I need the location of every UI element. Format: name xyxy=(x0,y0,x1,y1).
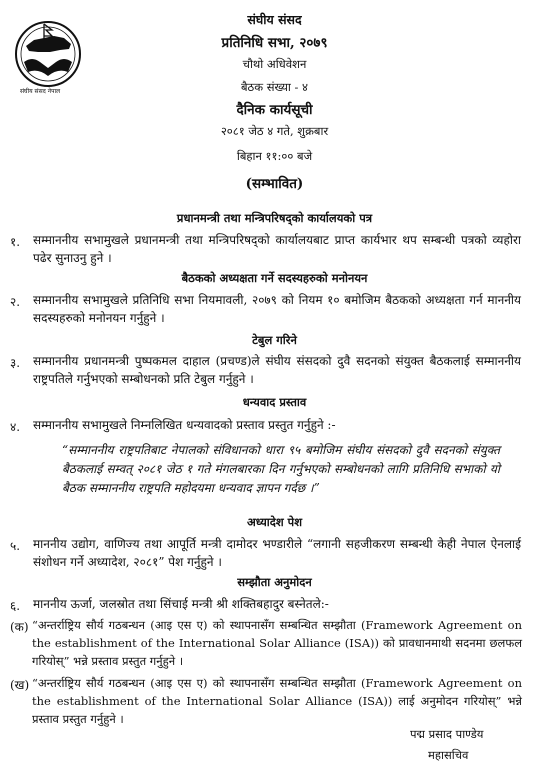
logo-caption: संघीय संसद नेपाल xyxy=(20,88,61,95)
item-number: ३. xyxy=(10,356,21,370)
agenda-time: बिहान ११:०० बजे xyxy=(236,149,313,163)
item-number: १. xyxy=(10,235,21,249)
item-number: ६. xyxy=(10,599,21,613)
section-heading: धन्यवाद प्रस्ताव xyxy=(242,395,307,409)
parliament-name: संघीय संसद xyxy=(247,12,302,27)
item-text: सम्माननीय सभामुखले प्रतिनिधि सभा नियमावली, २०७९ को नियम १० बमोजिम बैठकको अध्यक्षता गर्न माननीय सदस्यहरुको मनोनयन गर्नुहुने । xyxy=(33,293,521,325)
section-heading: अध्यादेश पेश xyxy=(246,515,303,529)
page-title: दैनिक कार्यसूची xyxy=(236,102,313,118)
status-label: (सम्भावित) xyxy=(245,176,304,192)
item-text: सम्माननीय प्रधानमन्त्री पुष्पकमल दाहाल (प्रचण्ड)ले संघीय संसदको दुवै सदनको संयुक्त बैठकलाई सम्माननीय राष्ट्रपतिले गर्नुभएको सम्बोधनको प्रति टेबुल गर्नुहुने । xyxy=(33,354,521,386)
item-text: सम्माननीय सभामुखले निम्नलिखित धन्यवादको प्रस्ताव प्रस्तुत गर्नुहुने :- xyxy=(33,418,336,432)
meeting-number: बैठक संख्या - ४ xyxy=(240,80,309,94)
item-number: ४. xyxy=(10,420,21,434)
house-name: प्रतिनिधि सभा, २०७९ xyxy=(221,35,328,51)
signatory-name: पद्म प्रसाद पाण्डेय xyxy=(410,727,484,741)
section-heading: टेबुल गरिने xyxy=(252,333,297,347)
signatory-designation: महासचिव xyxy=(428,748,469,762)
subitem-text: “अन्तर्राष्ट्रिय सौर्य गठबन्धन (आइ एस ए) को स्थापनासँग सम्बन्धित सम्झौता (Framework Agreement on the establishment of the International Solar Alliance (ISA)) लाई अनुमोदन गरियोस्” भन्ने प्रस्ताव प्रस्तुत गर्नुहुने । xyxy=(32,676,522,726)
item-number: ५. xyxy=(10,539,21,553)
section-heading: सम्झौता अनुमोदन xyxy=(237,575,312,589)
subitem-text: “अन्तर्राष्ट्रिय सौर्य गठबन्धन (आइ एस ए) को स्थापनासँग सम्बन्धित सम्झौता (Framework Agreement on the establishment of the International Solar Alliance (ISA)) को प्रावधानमाथी सदनमा छलफल गरियोस्” भन्ने प्रस्ताव प्रस्तुत गर्नुहुने । xyxy=(32,618,522,668)
item-text: माननीय उद्योग, वाणिज्य तथा आपूर्ति मन्त्री दामोदर भण्डारीले “लगानी सहजीकरण सम्बन्धी केही नेपाल ऐनलाई संशोधन गर्ने अध्यादेश, २०८१” पेश गर्नुहुने । xyxy=(33,537,521,569)
section-heading: प्रधानमन्त्री तथा मन्त्रिपरिषद्को कार्यालयको पत्र xyxy=(176,211,373,225)
section-heading: बैठकको अध्यक्षता गर्ने सदस्यहरुको मनोनयन xyxy=(181,271,368,285)
item-number: २. xyxy=(10,295,21,309)
session: चौथो अधिवेशन xyxy=(242,57,307,71)
subitem-label: (क) xyxy=(10,620,29,634)
subitem-label: (ख) xyxy=(10,678,30,692)
motion-quote: “सम्माननीय राष्ट्रपतिबाट नेपालको संविधानको धारा ९५ बमोजिम संघीय संसदको दुवै सदनको संयुक्त बैठकलाई सम्वत् २०८१ जेठ १ गते मंगलबारका दिन गर्नुभएको सम्बोधनको लागि प्रतिनिधि सभाको यो बैठक सम्माननीय राष्ट्रपति महोदयमा धन्यवाद ज्ञापन गर्दछ ।” xyxy=(62,443,500,495)
agenda-date: २०८१ जेठ ४ गते, शुक्रबार xyxy=(220,124,329,138)
item-text: माननीय ऊर्जा, जलस्रोत तथा सिंचाई मन्त्री श्री शक्तिबहादुर बस्नेतले:- xyxy=(33,597,329,611)
item-text: सम्माननीय सभामुखले प्रधानमन्त्री तथा मन्त्रिपरिषद्को कार्यालयबाट प्राप्त कार्यभार थप सम्बन्धी पत्रको व्यहोरा पढेर सुनाउनु हुने । xyxy=(33,233,521,265)
